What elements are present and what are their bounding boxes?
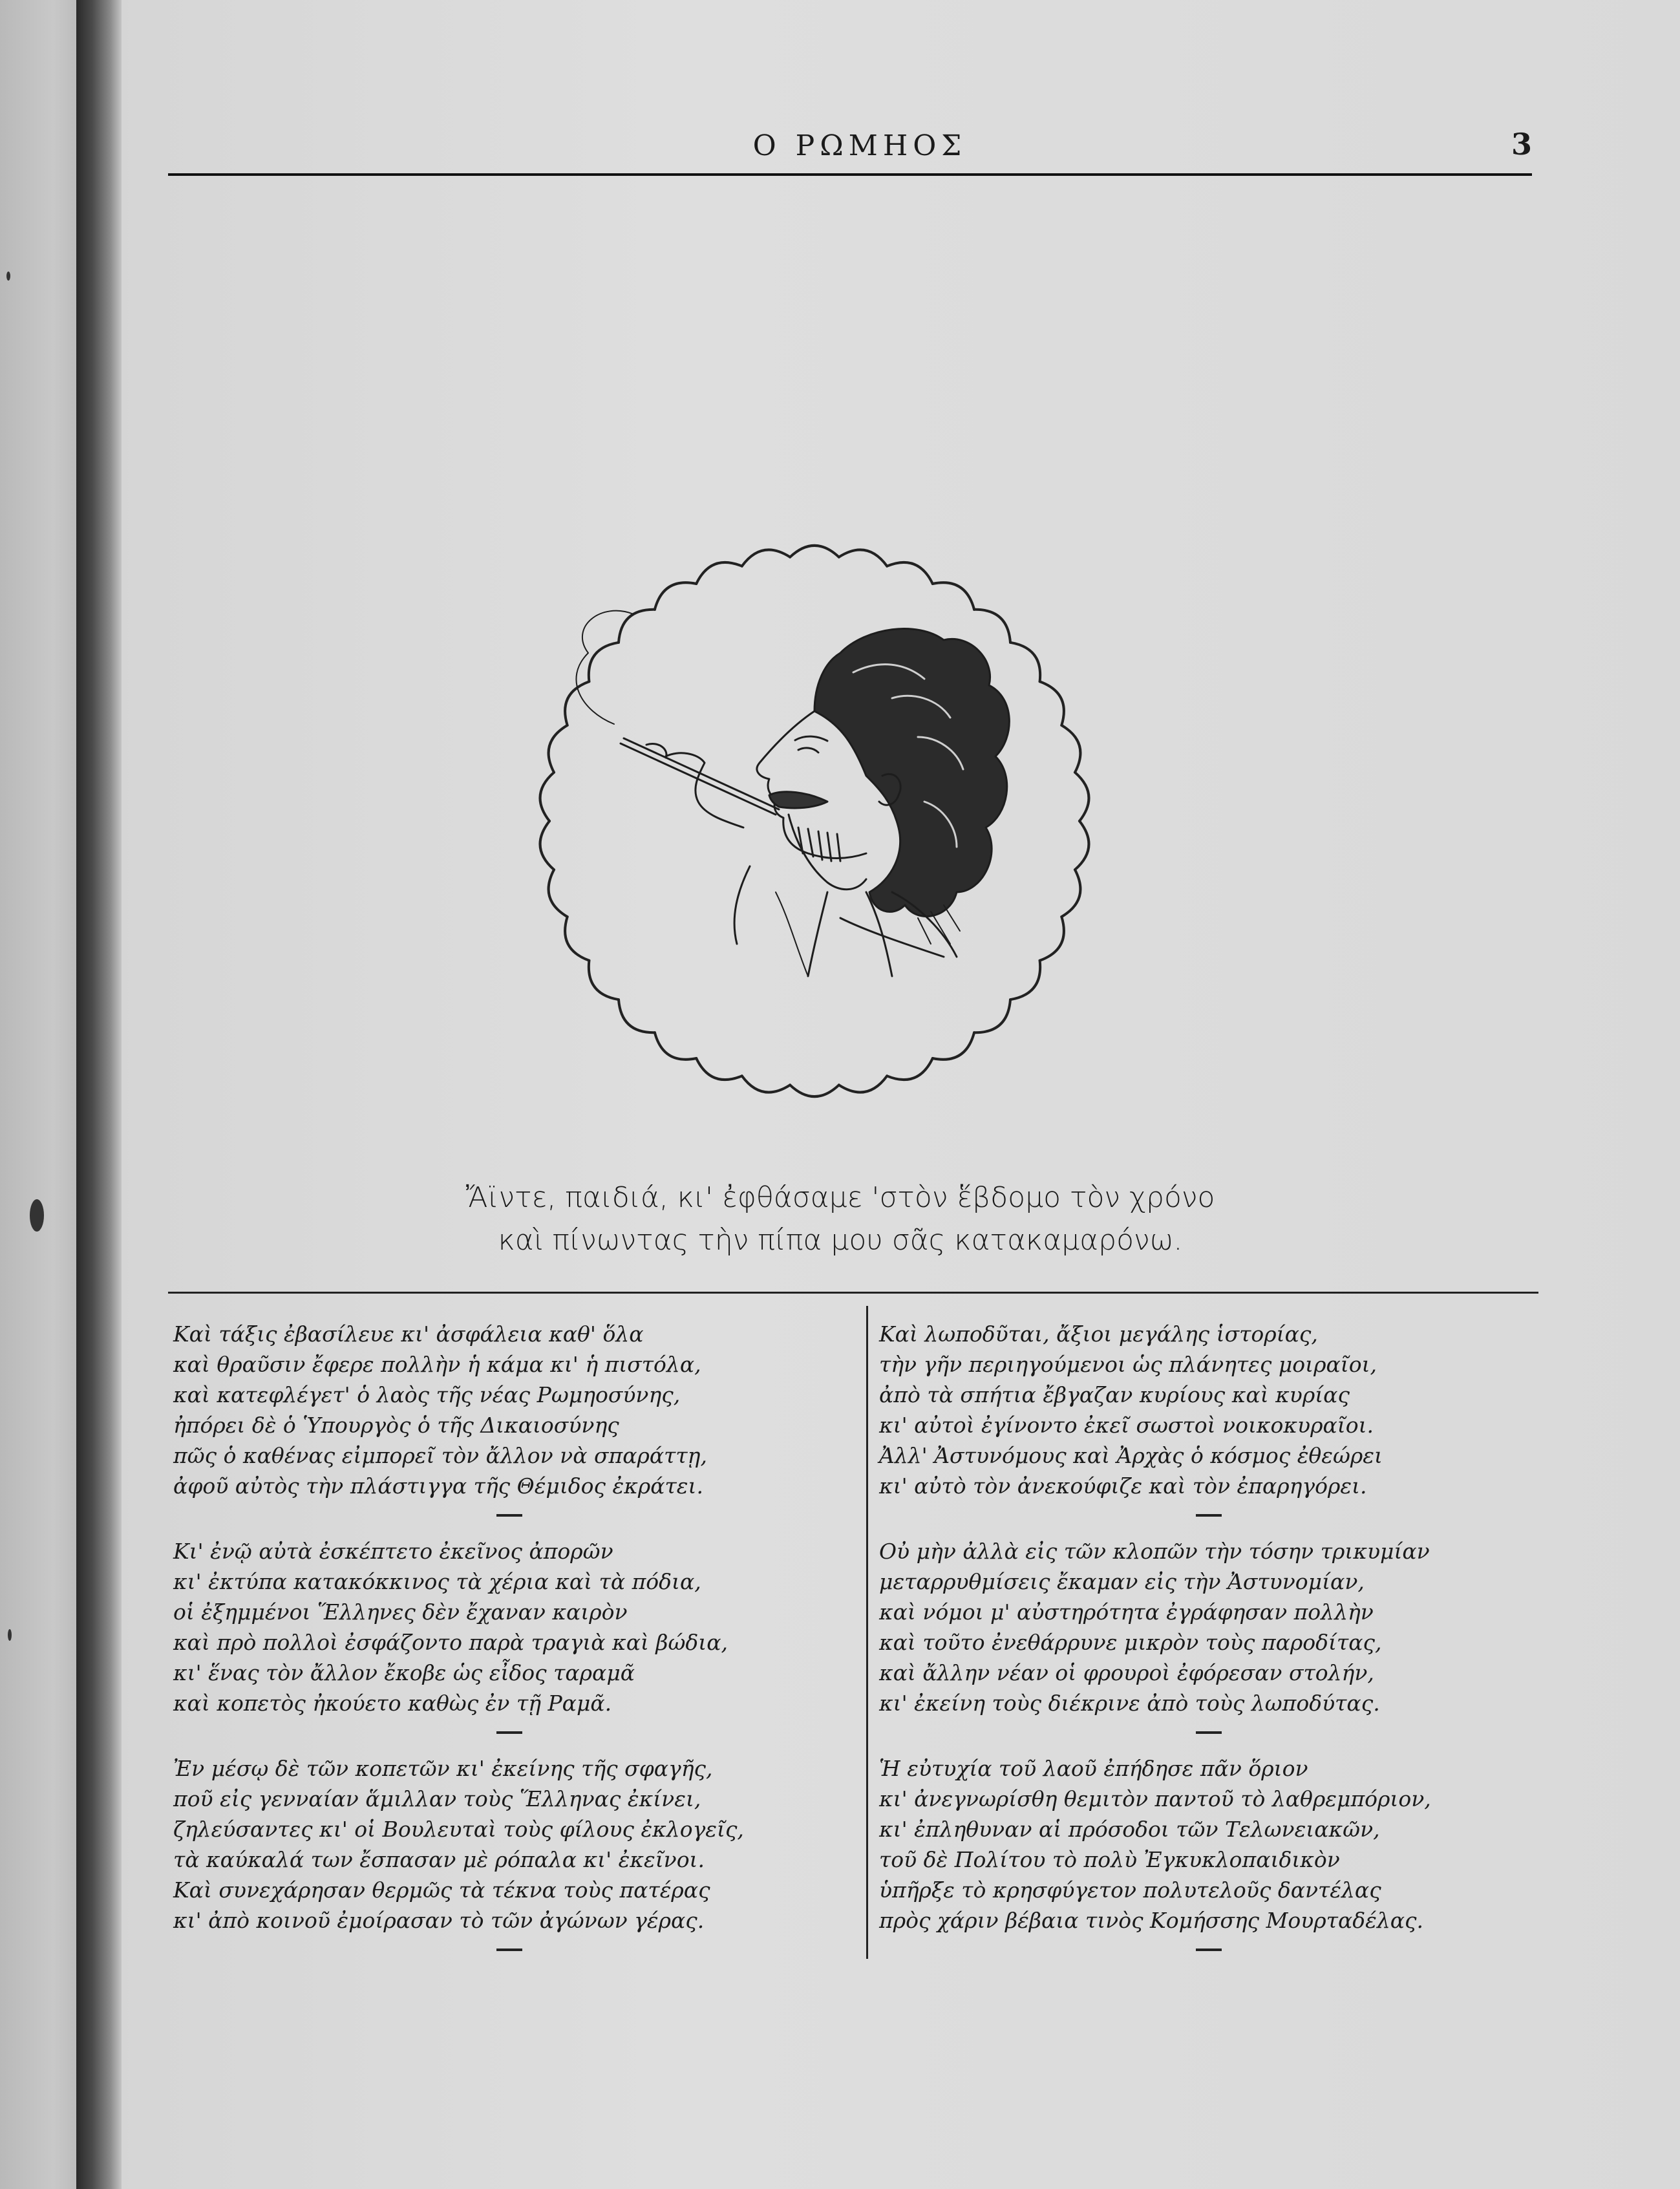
scallop-arc: [1061, 725, 1080, 773]
scallop-arc: [655, 582, 696, 610]
verse-line: καὶ θραῦσιν ἔφερε πολλὴν ἡ κάμα κι' ἡ πιστόλα,: [173, 1352, 701, 1377]
verse-line: κι' ἐπληθυναν αἱ πρόσοδοι τῶν Τελωνειακῶν,: [879, 1817, 1380, 1842]
verse-line: οἱ ἐξημμένοι Ἕλληνες δὲν ἔχαναν καιρὸν: [173, 1599, 628, 1625]
scallop-arc: [589, 643, 619, 681]
verse-line: καὶ νόμοι μ' αὐστηρότητα ἐγράφησαν πολλὴν: [879, 1599, 1374, 1625]
verse-line: μεταρρυθμίσεις ἔκαμαν εἰς τὴν Ἀστυνομίαν,: [879, 1569, 1365, 1594]
caricature-illustration: [504, 530, 1125, 1112]
verse-line: Οὐ μὴν ἀλλὰ εἰς τῶν κλοπῶν τὴν τόσην τρικυμίαν: [879, 1539, 1430, 1564]
verse-line: κι' ἐκείνη τοὺς διέκρινε ἀπὸ τοὺς λωποδύτας.: [879, 1691, 1380, 1716]
verse-line: κι' αὐτὸ τὸν ἀνεκούφιζε καὶ τὸν ἐπαρηγόρει.: [879, 1473, 1367, 1499]
mustache: [769, 792, 827, 808]
verse-line: κι' ἕνας τὸν ἄλλον ἔκοβε ὡς εἶδος ταραμᾶ: [173, 1660, 635, 1685]
poem-column-left: [173, 1319, 858, 1970]
poem-stanza: [879, 1536, 1526, 1718]
smoke: [576, 611, 633, 724]
stanza-separator: [496, 1514, 522, 1517]
beard: [789, 815, 866, 890]
ink-speck: [6, 272, 10, 281]
verse-line: ἀπὸ τὰ σπήτια ἔβγαζαν κυρίους καὶ κυρίας: [879, 1382, 1350, 1407]
verse-line: τοῦ δὲ Πολίτου τὸ πολὺ Ἐγκυκλοπαιδικὸν: [879, 1847, 1340, 1872]
verse-line: ἠπόρει δὲ ὁ Ὑπουργὸς ὁ τῆς Δικαιοσύνης: [173, 1413, 619, 1438]
scallop-arc: [974, 999, 1010, 1032]
header-rule: [168, 173, 1532, 176]
stanza-separator: [1196, 1731, 1222, 1734]
scallop-arc: [1075, 773, 1089, 821]
verse-line: πῶς ὁ καθένας εἰμπορεῖ τὸν ἄλλον νὰ σπαράττῃ,: [173, 1443, 707, 1468]
scallop-arc: [1040, 917, 1064, 961]
verse-line: Ἡ εὐτυχία τοῦ λαοῦ ἐπήδησε πᾶν ὅριον: [879, 1756, 1308, 1781]
scallop-arc: [696, 1058, 742, 1080]
verse-line: ἀφοῦ αὐτὸς τὴν πλάστιγγα τῆς Θέμιδος ἐκράτει.: [173, 1473, 703, 1499]
verse-line: Καὶ λωποδῦται, ἄξιοι μεγάλης ἱστορίας,: [879, 1321, 1318, 1347]
scallop-arc: [565, 917, 589, 961]
poem-stanza: [879, 1753, 1526, 1936]
scallop-arc: [540, 821, 554, 870]
stanza-separator: [1196, 1949, 1222, 1951]
scallop-arc: [887, 562, 933, 584]
verse-line: κι' ἀπὸ κοινοῦ ἐμοίρασαν τὸ τῶν ἀγώνων γέρας.: [173, 1908, 705, 1933]
poem-stanza: [173, 1536, 858, 1718]
verse-line: Ἀλλ' Ἀστυνόμους καὶ Ἀρχὰς ὁ κόσμος ἐθεώρει: [879, 1443, 1383, 1468]
scallop-arc: [887, 1058, 933, 1080]
poem-stanza: [173, 1319, 858, 1501]
poem-stanza: [173, 1753, 858, 1936]
verse-line: πρὸς χάριν βέβαια τινὸς Κομήσσης Μουρταδέλας.: [879, 1908, 1423, 1933]
scallop-arc: [619, 999, 655, 1032]
page-number: 3: [1511, 127, 1532, 162]
verse-line: καὶ πρὸ πολλοὶ ἐσφάζοντο παρὰ τραγιὰ καὶ βώδια,: [173, 1630, 728, 1655]
scallop-arc: [790, 1085, 839, 1096]
verse-line: τὰ καύκαλά των ἔσπασαν μὲ ρόπαλα κι' ἐκεῖνοι.: [173, 1847, 705, 1872]
poem-column-right: [879, 1319, 1526, 1970]
scallop-arc: [790, 546, 839, 557]
scallop-arc: [933, 582, 974, 610]
ink-speck: [8, 1629, 12, 1641]
scallop-arc: [655, 1032, 696, 1060]
verse-line: κι' ἀνεγνωρίσθη θεμιτὸν παντοῦ τὸ λαθρεμπόριον,: [879, 1786, 1431, 1811]
verse-line: κι' ἐκτύπα κατακόκκινος τὰ χέρια καὶ τὰ πόδια,: [173, 1569, 701, 1594]
scallop-arc: [540, 773, 554, 821]
binding-gutter: [76, 0, 122, 2189]
scalloped-border: [540, 546, 1089, 1096]
scallop-arc: [549, 725, 568, 773]
scallop-arc: [619, 610, 655, 643]
verse-line: Ἐν μέσῳ δὲ τῶν κοπετῶν κι' ἐκείνης τῆς σφαγῆς,: [173, 1756, 713, 1781]
scallop-arc: [1010, 961, 1040, 999]
verse-line: Καὶ συνεχάρησαν θερμῶς τὰ τέκνα τοὺς πατέρας: [173, 1877, 710, 1903]
hair: [814, 629, 1009, 917]
scallop-arc: [742, 1076, 790, 1092]
scallop-arc: [1061, 870, 1080, 917]
scallop-arc: [696, 562, 742, 584]
verse-line: καὶ κοπετὸς ἠκούετο καθὼς ἐν τῇ Ραμᾶ.: [173, 1691, 612, 1716]
verse-line: τὴν γῆν περιηγούμενοι ὡς πλάνητες μοιραῖοι,: [879, 1352, 1377, 1377]
verse-line: καὶ ἄλλην νέαν οἱ φρουροὶ ἐφόρεσαν στολήν,: [879, 1660, 1374, 1685]
scallop-arc: [933, 1032, 974, 1060]
scallop-arc: [589, 961, 619, 999]
verse-line: ποῦ εἰς γενναίαν ἅμιλλαν τοὺς Ἕλληνας ἐκίνει,: [173, 1786, 701, 1811]
scallop-arc: [1075, 821, 1089, 870]
scallop-arc: [1010, 643, 1040, 681]
running-head: [168, 129, 1532, 175]
column-divider: [866, 1306, 868, 1959]
verse-line: Κι' ἐνῷ αὐτὰ ἐσκέπτετο ἐκεῖνος ἀπορῶν: [173, 1539, 613, 1564]
poem-stanza: [879, 1319, 1526, 1501]
stanza-separator: [1196, 1514, 1222, 1517]
scallop-arc: [549, 870, 568, 917]
ink-speck: [30, 1199, 44, 1232]
scallop-arc: [839, 1076, 887, 1092]
scallop-arc: [974, 610, 1010, 643]
verse-line: Καὶ τάξις ἐβασίλευε κι' ἀσφάλεια καθ' ὅλα: [173, 1321, 644, 1347]
portrait-figure: [576, 611, 1009, 976]
stanza-separator: [496, 1949, 522, 1951]
collar: [808, 892, 827, 976]
illustration-caption: [388, 1177, 1293, 1262]
eye: [798, 748, 818, 753]
stanza-separator: [496, 1731, 522, 1734]
scallop-arc: [1040, 681, 1064, 725]
facing-page-edge: [0, 0, 76, 2189]
hand: [666, 753, 743, 828]
verse-line: κι' αὐτοὶ ἐγίνοντο ἐκεῖ σωστοὶ νοικοκυραῖοι.: [879, 1413, 1374, 1438]
section-rule: [168, 1292, 1538, 1294]
verse-line: καὶ τοῦτο ἐνεθάρρυνε μικρὸν τοὺς παροδίτας,: [879, 1630, 1382, 1655]
verse-line: ὑπῆρξε τὸ κρησφύγετον πολυτελοῦς δαντέλας: [879, 1877, 1381, 1903]
verse-line: καὶ κατεφλέγετ' ὁ λαὸς τῆς νέας Ρωμηοσύνης,: [173, 1382, 681, 1407]
scallop-arc: [839, 550, 887, 566]
verse-line: ζηλεύσαντες κι' οἱ Βουλευταὶ τοὺς φίλους ἐκλογεῖς,: [173, 1817, 744, 1842]
running-title: Ο ΡΩΜΗΟΣ: [752, 129, 967, 162]
scallop-arc: [742, 550, 790, 566]
caption-line: Ἄϊντε, παιδιά, κι' ἐφθάσαμε 'στὸν ἕβδομο τὸν χρόνο: [465, 1181, 1215, 1214]
caption-line: καὶ πίνωντας τὴν πίπα μου σᾶς κατακαμαρόνω.: [498, 1224, 1183, 1257]
